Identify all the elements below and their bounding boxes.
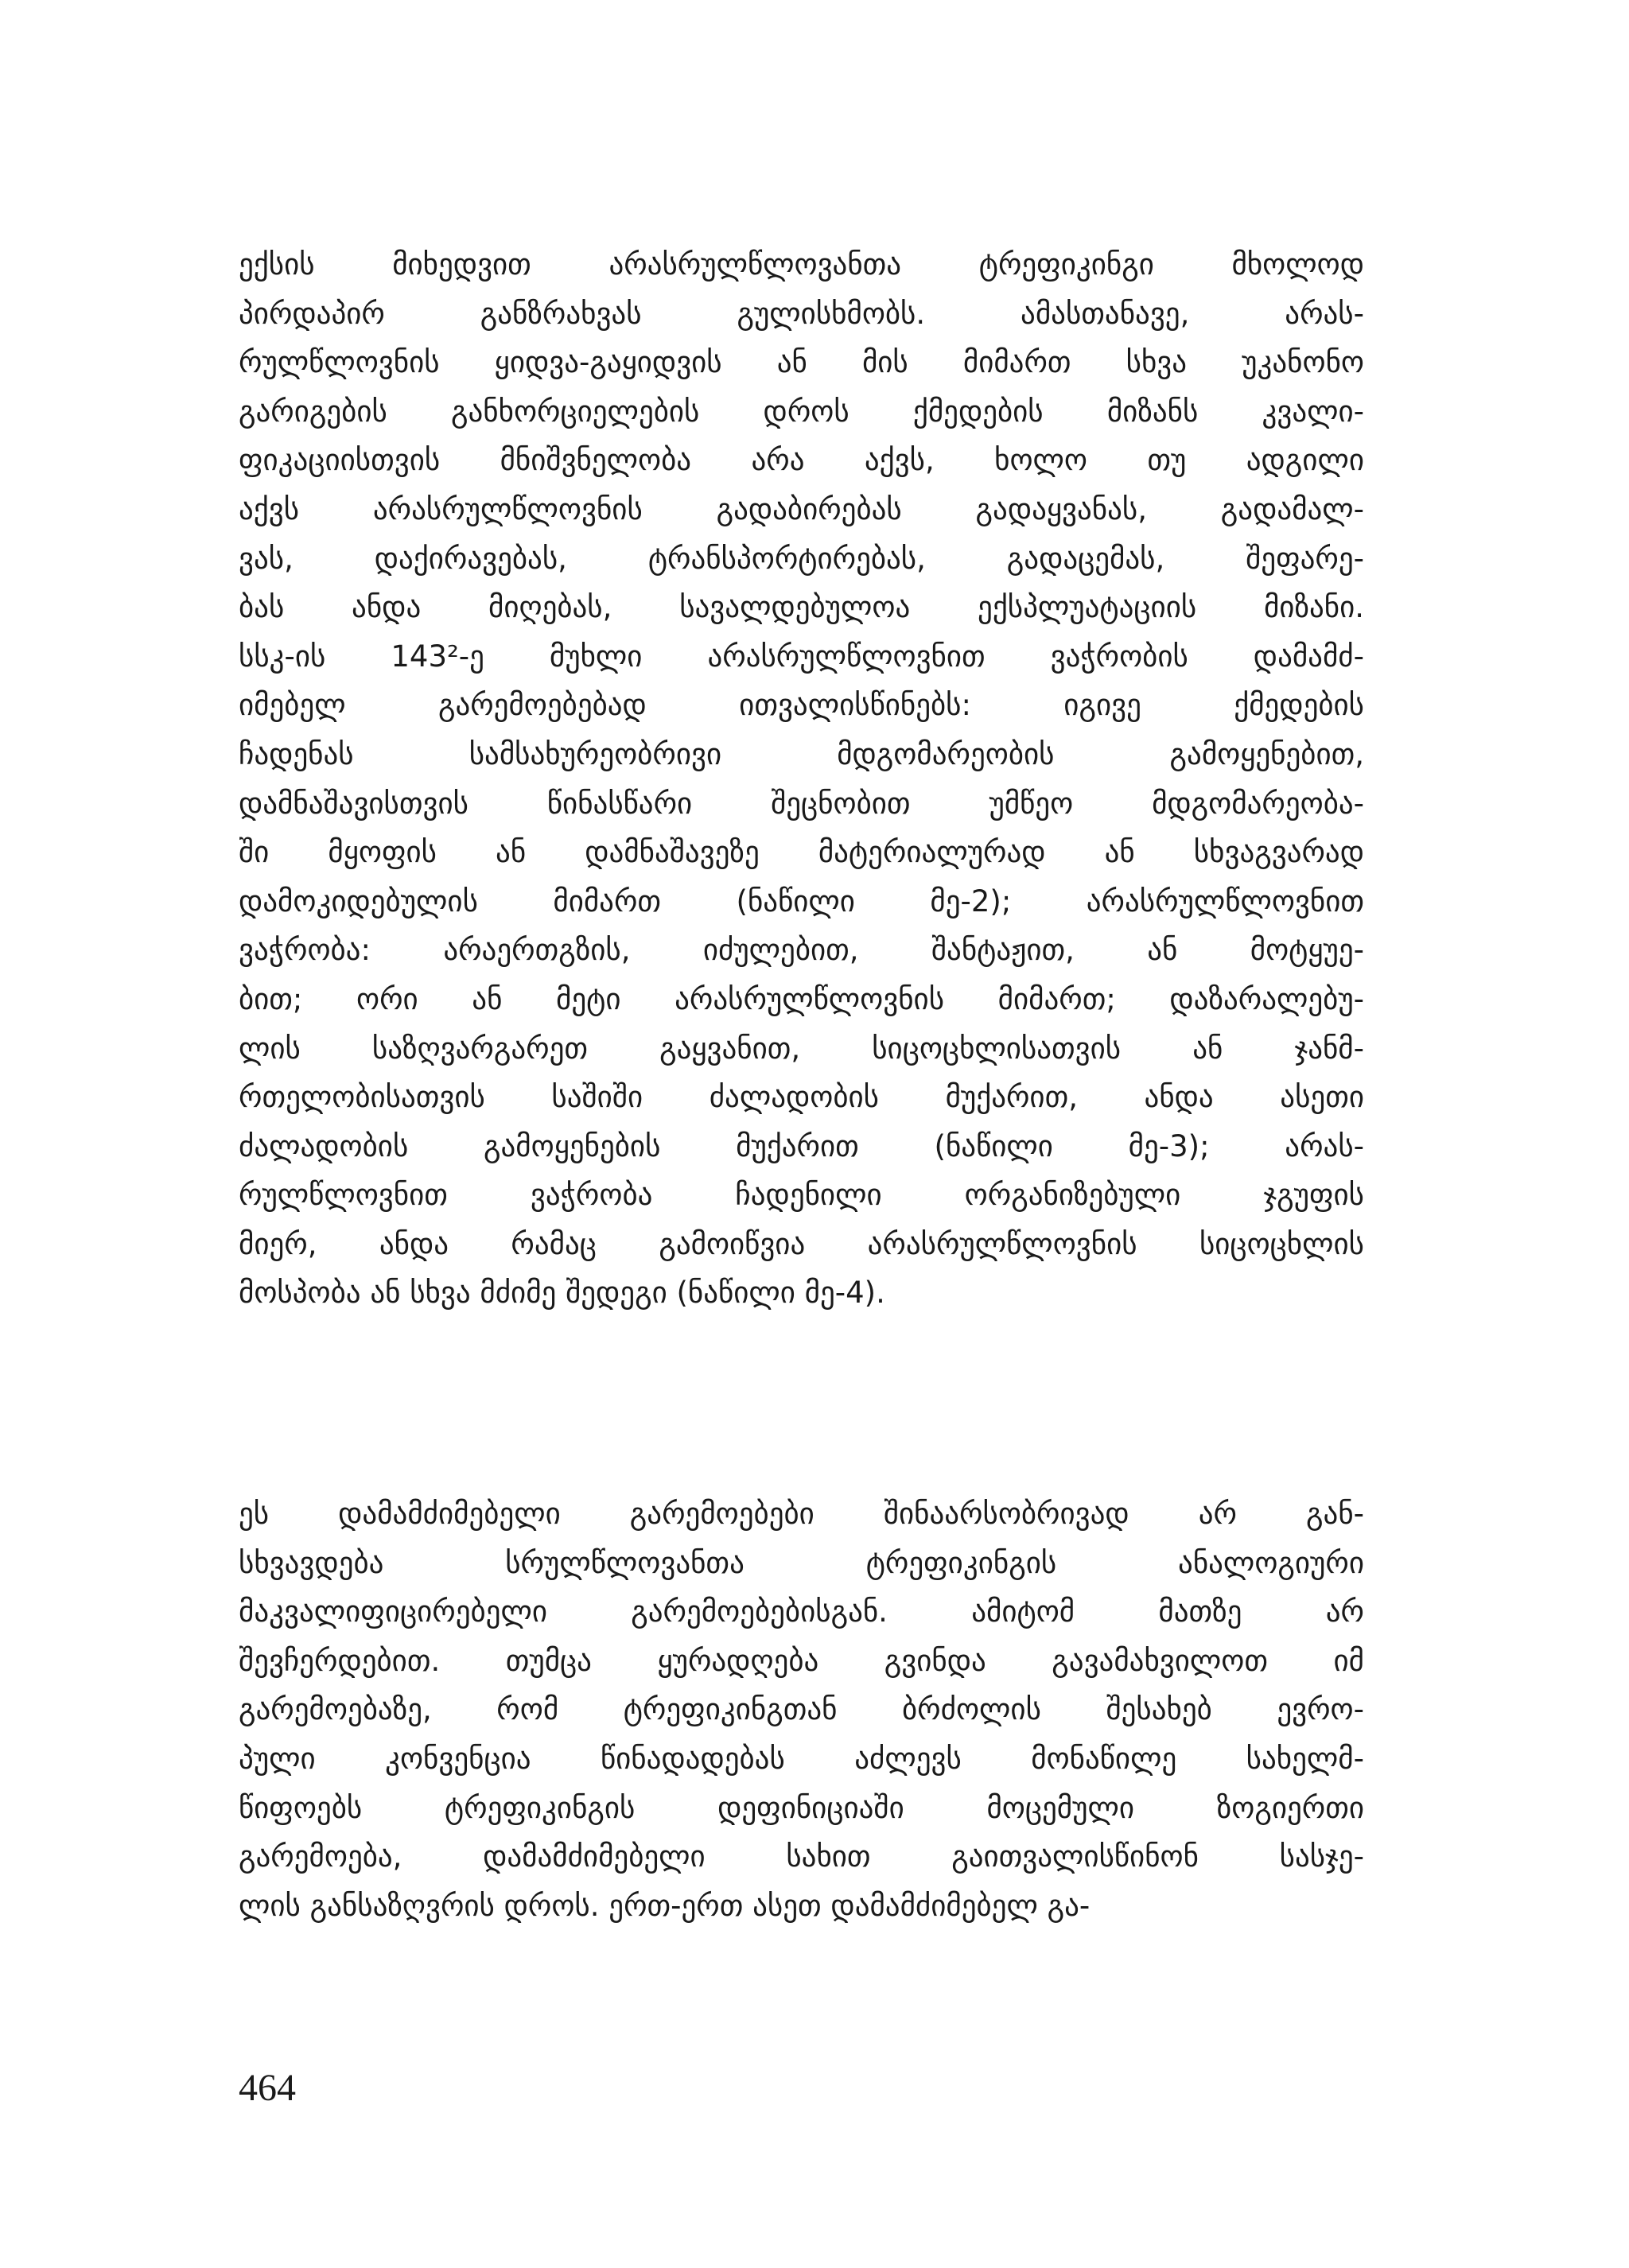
text-line: ვას, დაქირავებას, ტრანსპორტირებას, გადაცემას, შეფარე-: [239, 541, 1364, 576]
text-line: ფიკაციისთვის მნიშვნელობა არა აქვს, ხოლო თუ ადგილი: [239, 443, 1364, 478]
text-line: სხვავდება სრულწლოვანთა ტრეფიკინგის ანალოგიური: [239, 1545, 1364, 1580]
text-line: აქვს არასრულწლოვნის გადაბირებას გადაყვანას, გადამალ-: [239, 491, 1364, 526]
text-line: ლის საზღვარგარეთ გაყვანით, სიცოცხლისათვის ან ჯანმ-: [239, 1031, 1364, 1066]
text-line: ლის განსაზღვრის დროს. ერთ-ერთ ასეთ დამამძიმებელ გა-: [239, 1888, 1091, 1923]
text-line: ბას ანდა მიღებას, სავალდებულოა ექსპლუატაციის მიზანი.: [239, 590, 1364, 625]
text-line: ექსის მიხედვით არასრულწლოვანთა ტრეფიკინგი მხოლოდ: [239, 247, 1364, 282]
text-line: რულწლოვნის ყიდვა-გაყიდვის ან მის მიმართ სხვა უკანონო: [239, 345, 1364, 380]
text-line: მაკვალიფიცირებელი გარემოებებისგან. ამიტომ მათზე არ: [239, 1594, 1364, 1629]
text-line: პირდაპირ განზრახვას გულისხმობს. ამასთანავე, არას-: [239, 296, 1364, 331]
page-number: 464: [239, 2067, 296, 2109]
text-line: გარიგების განხორციელების დროს ქმედების მიზანს კვალი-: [239, 394, 1364, 429]
text-line: ჩადენას სამსახურეობრივი მდგომარეობის გამოყენებით,: [239, 736, 1364, 771]
text-line: მიერ, ანდა რამაც გამოიწვია არასრულწლოვნის სიცოცხლის: [239, 1226, 1364, 1261]
text-line: დამნაშავისთვის წინასწარი შეცნობით უმწეო მდგომარეობა-: [239, 786, 1364, 821]
text-line: იმებელ გარემოებებად ითვალისწინებს: იგივე ქმედების: [239, 688, 1364, 723]
text-line: პული კონვენცია წინადადებას აძლევს მონაწილე სახელმ-: [239, 1741, 1364, 1776]
text-line: შევჩერდებით. თუმცა ყურადღება გვინდა გავამახვილოთ იმ: [239, 1643, 1364, 1678]
text-line: გარემოება, დამამძიმებელი სახით გაითვალისწინონ სასჯე-: [239, 1839, 1364, 1874]
paragraph-2: [239, 1489, 1364, 1930]
text-line: რთელობისათვის საშიში ძალადობის მუქარით, ანდა ასეთი: [239, 1080, 1364, 1115]
paragraph-1: [239, 240, 1364, 1318]
text-line: ბით; ორი ან მეტი არასრულწლოვნის მიმართ; დაზარალებუ-: [239, 981, 1364, 1016]
text-line: ეს დამამძიმებელი გარემოებები შინაარსობრივად არ გან-: [239, 1497, 1364, 1531]
text-line: წიფოებს ტრეფიკინგის დეფინიციაში მოცემული ზოგიერთი: [239, 1790, 1364, 1825]
text-line: ვაჭრობა: არაერთგზის, იძულებით, შანტაჟით, ან მოტყუე-: [239, 933, 1364, 968]
text-line: რულწლოვნით ვაჭრობა ჩადენილი ორგანიზებული ჯგუფის: [239, 1178, 1364, 1213]
text-line: მოსპობა ან სხვა მძიმე შედეგი (ნაწილი მე-4).: [239, 1276, 885, 1311]
text-line: ში მყოფის ან დამნაშავეზე მატერიალურად ან სხვაგვარად: [239, 835, 1364, 870]
text-line: გარემოებაზე, რომ ტრეფიკინგთან ბრძოლის შესახებ ევრო-: [239, 1692, 1364, 1727]
text-line: ძალადობის გამოყენების მუქარით (ნაწილი მე-3); არას-: [239, 1128, 1364, 1163]
text-line: სსკ-ის 143²-ე მუხლი არასრულწლოვნით ვაჭრობის დამამძ-: [239, 639, 1364, 674]
text-line: დამოკიდებულის მიმართ (ნაწილი მე-2); არასრულწლოვნით: [239, 884, 1364, 918]
